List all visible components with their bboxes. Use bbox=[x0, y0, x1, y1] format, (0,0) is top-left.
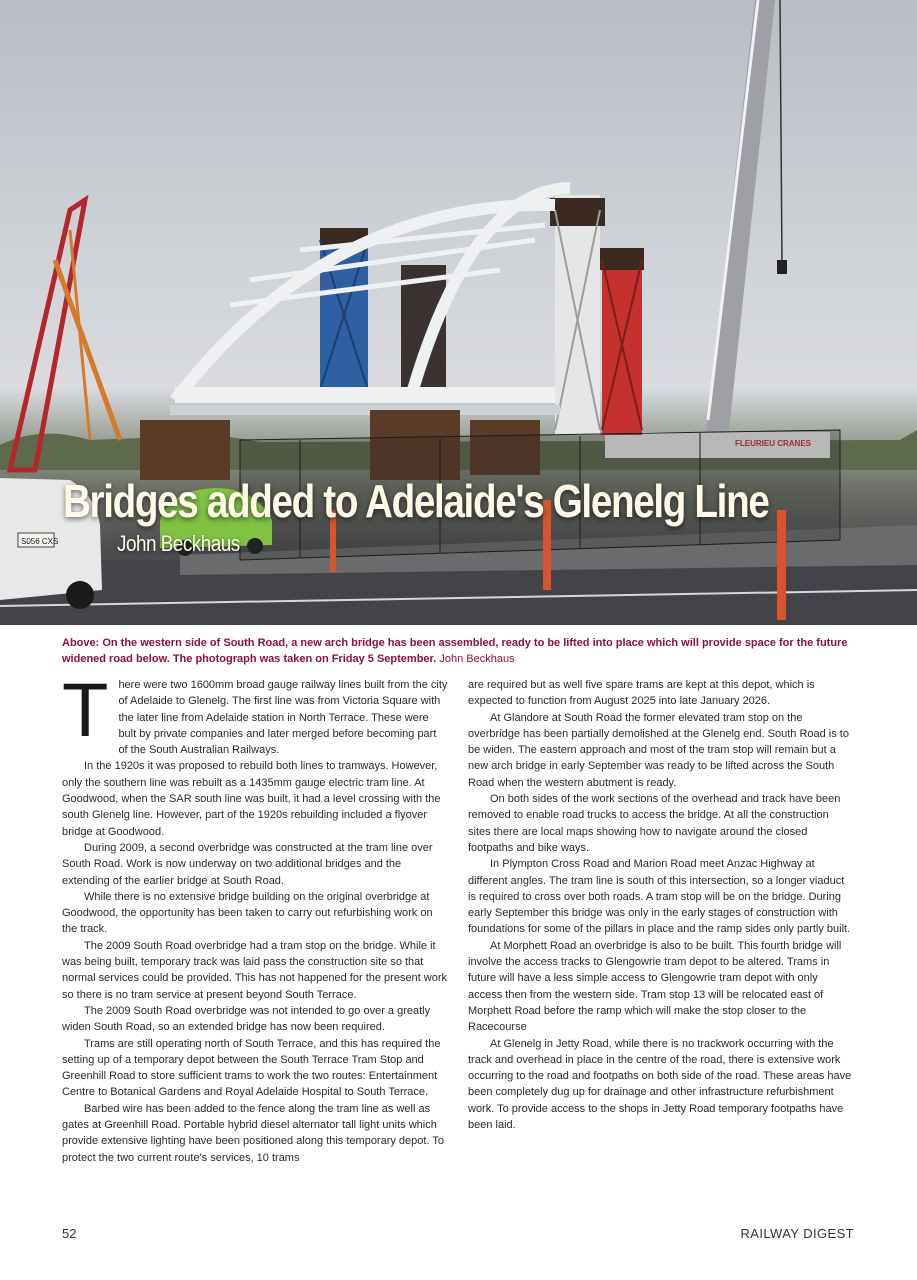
paragraph: Trams are still operating north of South Terrace, and this has required the setting up of a temporary depot between the South Terrace Tram Stop and Greenhill Road to store sufficient trams to work the two routes: Entertainment Centre to Botanical Gardens and Royal Adelaide Hospital to South Terrace. bbox=[62, 1037, 441, 1099]
author-byline: John Beckhaus bbox=[117, 531, 240, 556]
caption-text: On the western side of South Road, a new arch bridge has been assembled, ready to be lifted into place which will provide space for the future widened road below. The photograph was taken on Friday 5 September. bbox=[62, 637, 848, 665]
paragraph: In the 1920s it was proposed to rebuild both lines to tramways. However, only the southern line was rebuilt as a 1435mm gauge electric tram line. At Goodwood, when the SAR south line was built, it had a level crossing with the south Glenelg line. However, part of the 1920s rebuilding included a flyover bridge at Goodwood. bbox=[62, 760, 441, 838]
paragraph: In Plympton Cross Road and Marion Road meet Anzac Highway at different angles. The tram line is south of this intersection, so a longer viaduct is required to cross over both roads. A tram stop will be on the bridge. During early September this bridge was only in the early stages of construction with foundations for some of the pillars in place and the ramp sides only partly built. bbox=[468, 858, 851, 936]
tower-crane bbox=[10, 200, 120, 470]
paragraph: During 2009, a second overbridge was constructed at the tram line over South Road. Work is now underway on two additional bridges and the extending of the earlier bridge at South Road. bbox=[62, 841, 433, 887]
paragraph: On both sides of the work sections of the overhead and track have been removed to enable road trucks to access the bridge. At all the construction sites there are local maps showing how to navigate around the closed footpaths and bike ways. bbox=[468, 793, 841, 854]
paragraph: are required but as well five spare trams are kept at this depot, which is expected to function from August 2025 into late January 2026. bbox=[468, 679, 815, 708]
paragraph: At Glandore at South Road the former elevated tram stop on the overbridge has been partially demolished at the Glenelg end. South Road is to be widen. The eastern approach and most of the tram stop will remain but a new arch bridge in early September was ready to be lifted across the South Road when the western abutment is ready. bbox=[468, 711, 849, 789]
paragraph: Barbed wire has been added to the fence along the tram line as well as gates at Greenhill Road. Portable hybrid diesel alternator tall light units which provide extensive lighting have been positioned along this temporary depot. To protect the two current route's services, 10 trams bbox=[62, 1102, 444, 1164]
arch-bridge bbox=[170, 188, 570, 410]
hero-photo bbox=[0, 0, 917, 625]
article-title: Bridges added to Adelaide's Glenelg Line bbox=[63, 475, 769, 527]
paragraph: At Glenelg in Jetty Road, while there is no trackwork occurring with the track and overhead in place in the centre of the road, there is extensive work occurring to the road and footpaths on both side of the road. These areas have been completely dug up for drainage and other infrastructure refurbishment work. To provide access to the shops in Jetty Road temporary footpaths have been laid. bbox=[468, 1037, 852, 1132]
body-column-right bbox=[468, 677, 854, 1133]
magazine-name: RAILWAY DIGEST bbox=[740, 1226, 854, 1241]
body-column-left bbox=[62, 668, 448, 1166]
paragraph: The 2009 South Road overbridge had a tram stop on the bridge. While it was being built, temporary track was laid pass the construction site so that normal services could be provided. This has not happened for the present work so there is no tram service at present beyond South Terrace. bbox=[62, 939, 448, 1001]
number-plate: S056 CXS bbox=[21, 537, 59, 546]
paragraph: While there is no extensive bridge building on the original overbridge at Goodwood, the opportunity has been taken to carry out refurbishing work on the track. bbox=[62, 890, 433, 936]
caption-credit: John Beckhaus bbox=[439, 652, 515, 665]
photo-caption bbox=[62, 636, 854, 667]
drop-cap: T bbox=[62, 668, 109, 753]
caption-lead: Above: bbox=[62, 637, 100, 649]
page-number: 52 bbox=[62, 1226, 77, 1241]
paragraph: At Morphett Road an overbridge is also to be built. This fourth bridge will involve the access tracks to Glengowrie tram depot to be altered. Trams in future will have a less simple access to Glengowrie tram depot with only access then from the western side. Tram stop 13 will be relocated east of Morphett Road before the ramp which will make the stop closer to the Racecourse bbox=[468, 939, 842, 1034]
paragraph: There were two 1600mm broad gauge railway lines built from the city of Adelaide to Glenelg. The first line was from Victoria Square with the later line from Adelaide station in North Terrace. These were bult by private companies and later merged before becoming part of the South Australian Railways. bbox=[62, 668, 448, 757]
paragraph: The 2009 South Road overbridge was not intended to go over a greatly widen South Road, so an extended bridge has now been required. bbox=[62, 1004, 431, 1034]
